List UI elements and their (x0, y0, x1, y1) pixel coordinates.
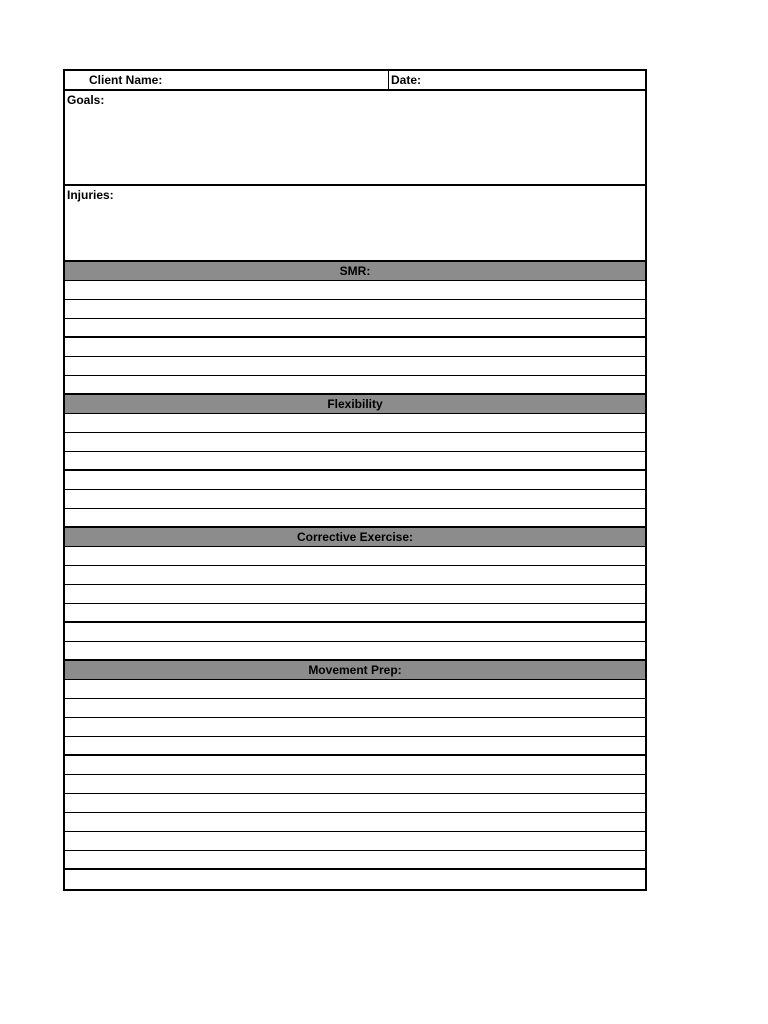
training-form (63, 69, 647, 891)
entry-row[interactable] (65, 832, 645, 851)
entry-row[interactable] (65, 357, 645, 376)
date-field[interactable] (389, 71, 645, 89)
entry-row[interactable] (65, 414, 645, 433)
entry-row[interactable] (65, 870, 645, 889)
entry-row[interactable] (65, 547, 645, 566)
entry-row[interactable] (65, 281, 645, 300)
injuries-field[interactable] (65, 186, 645, 262)
entry-row[interactable] (65, 775, 645, 794)
entry-row[interactable] (65, 680, 645, 699)
entry-row[interactable] (65, 623, 645, 642)
entry-row[interactable] (65, 737, 645, 756)
entry-row[interactable] (65, 338, 645, 357)
entry-row[interactable] (65, 433, 645, 452)
entry-row[interactable] (65, 471, 645, 490)
goals-label: Goals: (67, 93, 105, 107)
entry-row[interactable] (65, 585, 645, 604)
entry-row[interactable] (65, 300, 645, 319)
entry-row[interactable] (65, 813, 645, 832)
client-name-field[interactable] (65, 71, 389, 89)
entry-row[interactable] (65, 699, 645, 718)
date-label: Date: (391, 73, 422, 87)
section-header: Movement Prep: (65, 661, 645, 680)
entry-row[interactable] (65, 509, 645, 528)
injuries-label: Injuries: (67, 188, 114, 202)
section-header: SMR: (65, 262, 645, 281)
entry-row[interactable] (65, 490, 645, 509)
entry-row[interactable] (65, 604, 645, 623)
entry-row[interactable] (65, 718, 645, 737)
goals-field[interactable] (65, 91, 645, 186)
entry-row[interactable] (65, 756, 645, 775)
entry-row[interactable] (65, 319, 645, 338)
entry-row[interactable] (65, 851, 645, 870)
section-header: Corrective Exercise: (65, 528, 645, 547)
exercise-sections (65, 262, 645, 889)
section-header: Flexibility (65, 395, 645, 414)
entry-row[interactable] (65, 566, 645, 585)
entry-row[interactable] (65, 794, 645, 813)
entry-row[interactable] (65, 642, 645, 661)
entry-row[interactable] (65, 452, 645, 471)
entry-row[interactable] (65, 376, 645, 395)
header-row (65, 71, 645, 91)
client-name-label: Client Name: (89, 73, 163, 87)
